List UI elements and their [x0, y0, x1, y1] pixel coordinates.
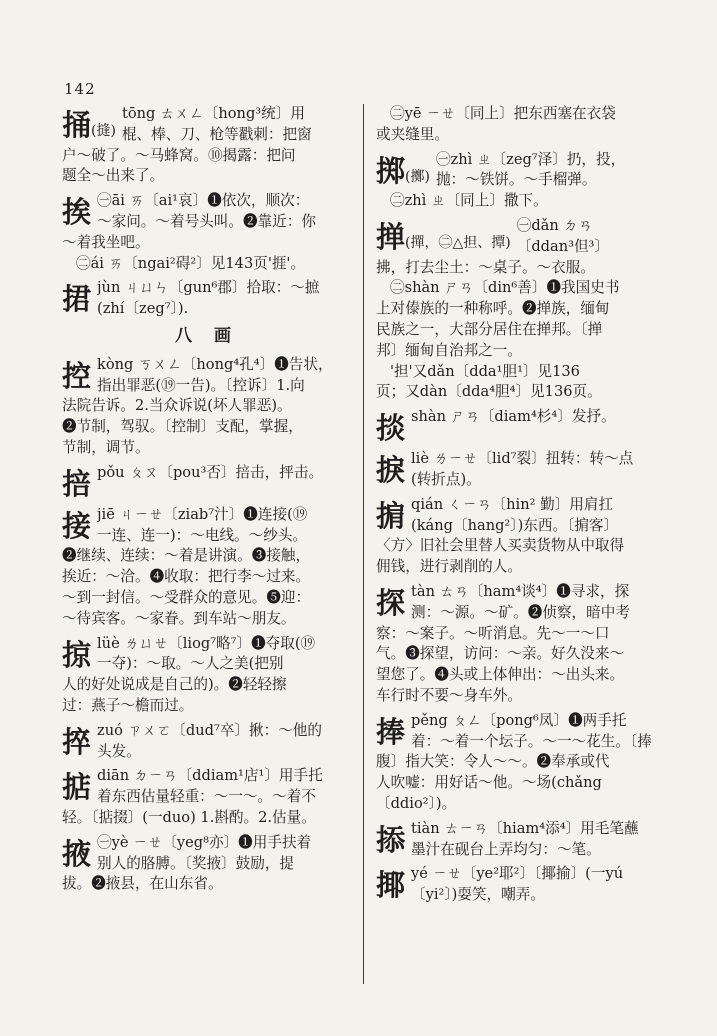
entry-line: pěng ㄆㄥ〔pong⁶凤〕❶两手托	[411, 711, 627, 729]
entry-line: 民族之一，大部分居住在掸邦。〔掸	[376, 320, 603, 338]
headword-block	[376, 154, 430, 188]
entry-line: 页；又dàn〔dda⁴胆⁴〕见136页。	[376, 383, 602, 401]
entry-line: 〔ddan³但³〕	[516, 237, 609, 255]
entry-line: 气。❸探望，访问：～亲。好久没来～	[376, 645, 625, 663]
headword-variant: (撣，㊁△担、撢)	[405, 234, 511, 251]
entry-headword: 掊	[62, 466, 92, 501]
entry-line: 或夹缝里。	[376, 125, 449, 143]
headword-variant: (擲)	[405, 168, 430, 185]
entry-line: qián ㄑㄧㄢ〔hin² 勤〕用肩扛	[411, 495, 614, 513]
entry-line: 着：～着一个坛子。～一～花生。〔捧	[411, 732, 652, 750]
entry-line: 一夺)：～取。～人之美(把别	[97, 655, 284, 673]
dictionary-entry	[62, 833, 352, 895]
entry-line: 过：燕子～檐而过。	[62, 696, 194, 714]
entry-line: ❷节制，驾驭。〔控制〕支配，掌握，	[62, 418, 303, 436]
headword-block	[376, 453, 405, 487]
entry-line: 测：～源。～矿。❷侦察，暗中考	[411, 603, 630, 621]
entry-headword: 掞	[376, 411, 406, 446]
entry-line: 〔ddio²〕)。	[376, 794, 457, 812]
dictionary-entry	[376, 495, 666, 578]
entry-line: yé ㄧㄝ〔ye²耶²〕〔揶揄〕(一yú	[411, 865, 624, 883]
entry-line: 户～破了。～马蜂窝。⑩揭露：把问	[62, 146, 296, 164]
entry-headword: 捃	[62, 282, 92, 317]
headword-block	[62, 638, 91, 672]
entry-line: ❷继续、连续：～着是讲演。❸接触，	[62, 547, 311, 565]
entry-headword: 掮	[376, 498, 406, 533]
entry-line: 人吹嘘：用好话～他。～场(chǎng	[376, 774, 602, 792]
entry-headword: 捩	[376, 453, 406, 488]
entry-line: 墨汁在砚台上弄均匀：～笔。	[411, 840, 601, 858]
entry-line: (káng〔hang²〕)东西。〔掮客〕	[411, 516, 619, 534]
headword-block	[376, 499, 405, 533]
entry-headword: 捅	[62, 108, 92, 142]
dictionary-entry	[376, 407, 666, 445]
headword-block	[62, 770, 91, 804]
dictionary-entry	[62, 355, 352, 459]
entry-headword: 控	[62, 358, 92, 393]
dictionary-entry	[376, 150, 666, 212]
entry-line: lüè ㄌㄩㄝ〔liog⁷略⁷〕❶夺取(⑲	[97, 634, 316, 652]
entry-line: 车行时不要～身车外。	[376, 686, 522, 704]
entry-line: shàn ㄕㄢ〔diam⁴杉⁴〕发抒。	[411, 408, 616, 426]
entry-line: 轻。〔掂掇〕(一duo) 1.斟酌。2.估量。	[62, 808, 316, 826]
entry-headword: 掖	[62, 836, 92, 871]
entry-line: 着东西估量轻重：～一～。～着不	[97, 788, 316, 806]
entry-headword: 掭	[376, 822, 406, 857]
entry-line: 望您了。❹头或上体伸出：～出头来。	[376, 666, 625, 684]
entry-headword: 掠	[62, 637, 92, 672]
entry-headword: 接	[62, 508, 92, 543]
entry-headword: 挨	[62, 195, 92, 230]
headword-block	[62, 725, 91, 759]
headword-block	[62, 467, 91, 501]
dictionary-entry	[376, 864, 666, 906]
entry-line: 题全～出来了。	[62, 167, 165, 185]
entry-line: (zhí〔zeg⁷〕).	[97, 300, 189, 318]
headword-block	[376, 411, 405, 445]
entry-headword: 捽	[62, 724, 92, 759]
dictionary-entry	[62, 634, 352, 717]
entry-line: 拂，打去尘土：～桌子。～衣服。	[376, 258, 595, 276]
entry-headword: 掷	[376, 153, 406, 188]
entry-line: 抛：～铁饼。～手榴弹。	[435, 171, 597, 189]
entry-line: 人的好处说成是自己的)。❷轻轻擦	[62, 676, 287, 694]
dictionary-entry	[62, 278, 352, 320]
dictionary-entry	[376, 711, 666, 815]
dictionary-entry	[62, 104, 352, 187]
entry-line: 佣钱，进行剥削的人。	[376, 558, 522, 576]
entry-line: 邦〕缅甸自治邦之一。	[376, 341, 522, 359]
entry-headword: 揶	[376, 868, 406, 903]
entry-line: 察：～案子。～听消息。先～一～口	[376, 624, 610, 642]
entry-line: diān ㄉㄧㄢ〔ddiam¹店¹〕用手托	[97, 767, 323, 785]
entry-line: ㊀āi ㄞ〔ai¹哀〕❶依次，顺次：	[97, 192, 310, 210]
entry-line: 〈方〉旧社会里替人买卖货物从中取得	[376, 537, 625, 555]
entry-line: ㊀yè ㄧㄝ〔yeg⁸亦〕❶用手扶着	[97, 833, 312, 851]
entry-headword: 掂	[62, 770, 92, 805]
entry-line: 指出罪恶(⑲一告)。〔控诉〕1.向	[97, 376, 305, 394]
entry-line: (转折点)。	[411, 470, 481, 488]
entry-line: 拔。❷掖县，在山东省。	[62, 875, 223, 893]
dictionary-entry	[376, 449, 666, 491]
headword-block	[376, 715, 405, 749]
headword-block	[62, 509, 91, 543]
dictionary-entry	[376, 819, 666, 861]
entry-line: zuó ㄗㄨㄛ〔dud⁷卒〕揪：～他的	[97, 721, 322, 739]
entry-line: 法院告诉。2.当众诉说(坏人罪恶)。	[62, 397, 292, 415]
entry-line: '担'又dǎn〔dda¹胆¹〕见136	[390, 362, 580, 380]
headword-block	[376, 220, 511, 254]
entry-line: liè ㄌㄧㄝ〔lid⁷裂〕扭转：转～点	[411, 450, 634, 468]
headword-block	[376, 823, 405, 857]
dictionary-entry	[376, 216, 666, 403]
entry-line: ㊀zhì ㄓ〔zeg⁷泽〕扔，投，	[435, 150, 626, 168]
headword-block	[62, 282, 91, 316]
entry-line: pǒu ㄆㄡ〔pou³否〕掊击，抨击。	[97, 463, 324, 481]
entry-line: ㊀dǎn ㄉㄢ	[516, 216, 593, 234]
headword-block	[62, 837, 91, 871]
headword-block	[62, 195, 91, 229]
entry-line: ㊁shàn ㄕㄢ〔din⁶善〕❶我国史书	[390, 279, 620, 297]
headword-variant: (摓)	[91, 123, 116, 139]
dictionary-entry	[376, 582, 666, 707]
entry-headword: 探	[376, 585, 406, 620]
entry-line: 一连、连一)：～电线。～纱头。	[97, 526, 308, 544]
entry-headword: 捧	[376, 714, 406, 749]
column-divider	[363, 104, 364, 984]
entry-line: tàn ㄊㄢ〔ham⁴谈⁴〕❶寻求，探	[411, 582, 630, 600]
headword-block	[62, 359, 91, 393]
dictionary-entry	[62, 766, 352, 828]
headword-block	[376, 586, 405, 620]
entry-headword: 掸	[376, 219, 406, 254]
right-column	[376, 104, 666, 910]
dictionary-entry	[62, 721, 352, 763]
left-column	[62, 104, 352, 899]
entry-line: ～家问。～着号头叫。❷靠近：你	[97, 212, 316, 230]
headword-block	[62, 108, 116, 142]
entry-line: ㊁yē ㄧㄝ〔同上〕把东西塞在衣袋	[390, 105, 616, 122]
entry-line: tiàn ㄊㄧㄢ〔hiam⁴添⁴〕用毛笔蘸	[411, 819, 639, 837]
entry-line: 棍、棒、刀、枪等戳刺：把窗	[121, 125, 312, 143]
entry-line: 挨近：～洽。❹收取：把行李～过来。	[62, 568, 311, 586]
page-number: 142	[64, 80, 96, 98]
entry-line: jiē ㄐㄧㄝ〔ziab⁷汁〕❶连接(⑲	[97, 505, 308, 523]
entry-line: ～着我坐吧。	[62, 233, 150, 251]
entry-line: ㊁zhì ㄓ〔同上〕撒下。	[390, 192, 548, 210]
dictionary-entry	[62, 505, 352, 630]
headword-block	[376, 868, 405, 902]
entry-line: 腹〕指大笑：令人～～。❷奉承或代	[376, 753, 610, 771]
entry-line: ～待宾客。～家眷。到车站～朋友。	[62, 609, 296, 627]
section-header: 八 画	[175, 325, 239, 346]
entry-line: 节制，调节。	[62, 438, 150, 456]
entry-line: kòng ㄎㄨㄥ〔hong⁴孔⁴〕❶告状，	[97, 355, 333, 373]
dictionary-entry	[376, 104, 666, 146]
entry-line: tōng ㄊㄨㄥ〔hong³统〕用	[121, 105, 305, 122]
dictionary-entry	[62, 191, 352, 274]
entry-line: 头发。	[97, 742, 141, 760]
entry-line: jùn ㄐㄩㄣ〔gun⁶郡〕拾取：～摭	[97, 279, 320, 297]
entry-line: ㊁ái ㄞ〔ngai²碍²〕见143页'捱'。	[76, 254, 306, 272]
entry-line: 上对傣族的一种称呼。❷掸族，缅甸	[376, 300, 610, 318]
entry-line: 别人的胳膊。〔奖掖〕鼓励，提	[97, 854, 295, 872]
dictionary-entry	[62, 463, 352, 501]
entry-line: ～到一封信。～受群众的意见。❺迎：	[62, 588, 311, 606]
entry-line: 〔yi²〕)耍笑，嘲弄。	[411, 886, 545, 904]
